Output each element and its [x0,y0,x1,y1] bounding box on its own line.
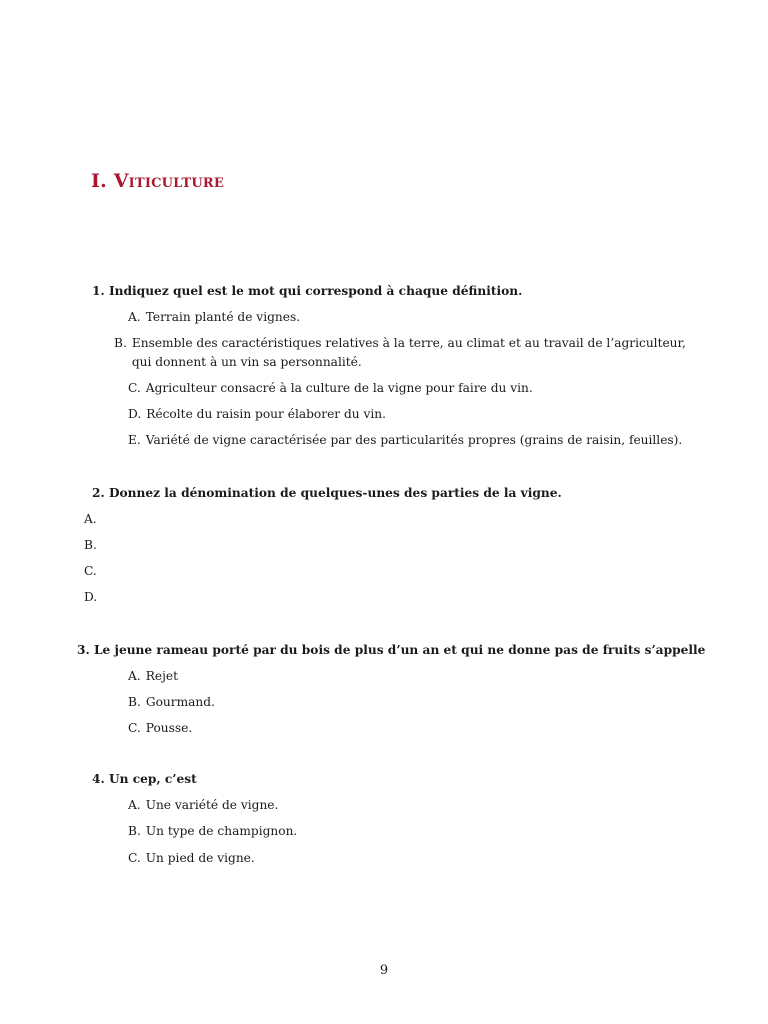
question-2-option-c [84,562,102,581]
option-text: Un type de champignon. [145,824,298,838]
option-text: Rejet [145,669,178,683]
option-letter: C. [128,381,141,395]
option-text: Agriculteur consacré à la culture de la vigne pour faire du vin. [145,381,533,395]
option-letter: C. [128,721,141,735]
option-text: Une variété de vigne. [145,798,279,812]
option-letter: E. [128,433,141,447]
option-letter: B. [84,538,97,552]
question-3-option-b [128,693,215,712]
question-2-label: 2. Donnez la dénomination de quelques-unes des parties de la vigne. [92,486,562,500]
option-text: Récolte du raisin pour élaborer du vin. [146,407,387,421]
option-text: Variété de vigne caractérisée par des particularités propres (grains de raisin, feuilles). [145,433,683,447]
page-number: 9 [379,963,389,978]
option-letter: A. [128,669,141,683]
option-letter: A. [128,798,141,812]
question-4-option-c [128,849,255,868]
option-text: Pousse. [145,721,193,735]
question-1-option-d [128,405,386,424]
question-1-option-e [128,431,682,450]
question-4-label: 4. Un cep, c’est [92,772,197,786]
question-1-option-b [114,334,686,372]
question-4-option-a [128,796,278,815]
question-2-option-d [84,588,102,607]
question-1-option-a [128,308,300,327]
option-text-line-1: Ensemble des caractéristiques relatives à la terre, au climat et au travail de l’agriculteur, [131,336,686,350]
question-2-option-a [84,510,102,529]
question-1-label: 1. Indiquez quel est le mot qui correspond à chaque définition. [92,284,523,298]
option-letter: B. [128,695,141,709]
option-letter: A. [128,310,141,324]
question-3-option-c [128,719,192,738]
question-4-option-b [128,822,297,841]
option-text: Gourmand. [145,695,215,709]
section-title: I. Viticulture [91,170,224,192]
option-letter: C. [84,564,97,578]
option-letter: B. [114,336,127,350]
option-letter: D. [84,590,98,604]
option-letter: C. [128,851,141,865]
question-1-option-c [128,379,533,398]
option-letter: B. [128,824,141,838]
option-text: Terrain planté de vignes. [145,310,301,324]
option-text: Un pied de vigne. [145,851,255,865]
question-3-option-a [128,667,178,686]
option-text-line-2: qui donnent à un vin sa personnalité. [131,355,362,369]
option-letter: D. [128,407,142,421]
question-3-label: 3. Le jeune rameau porté par du bois de plus d’un an et qui ne donne pas de fruits s’appelle [77,643,706,657]
question-2-option-b [84,536,102,555]
option-letter: A. [84,512,97,526]
